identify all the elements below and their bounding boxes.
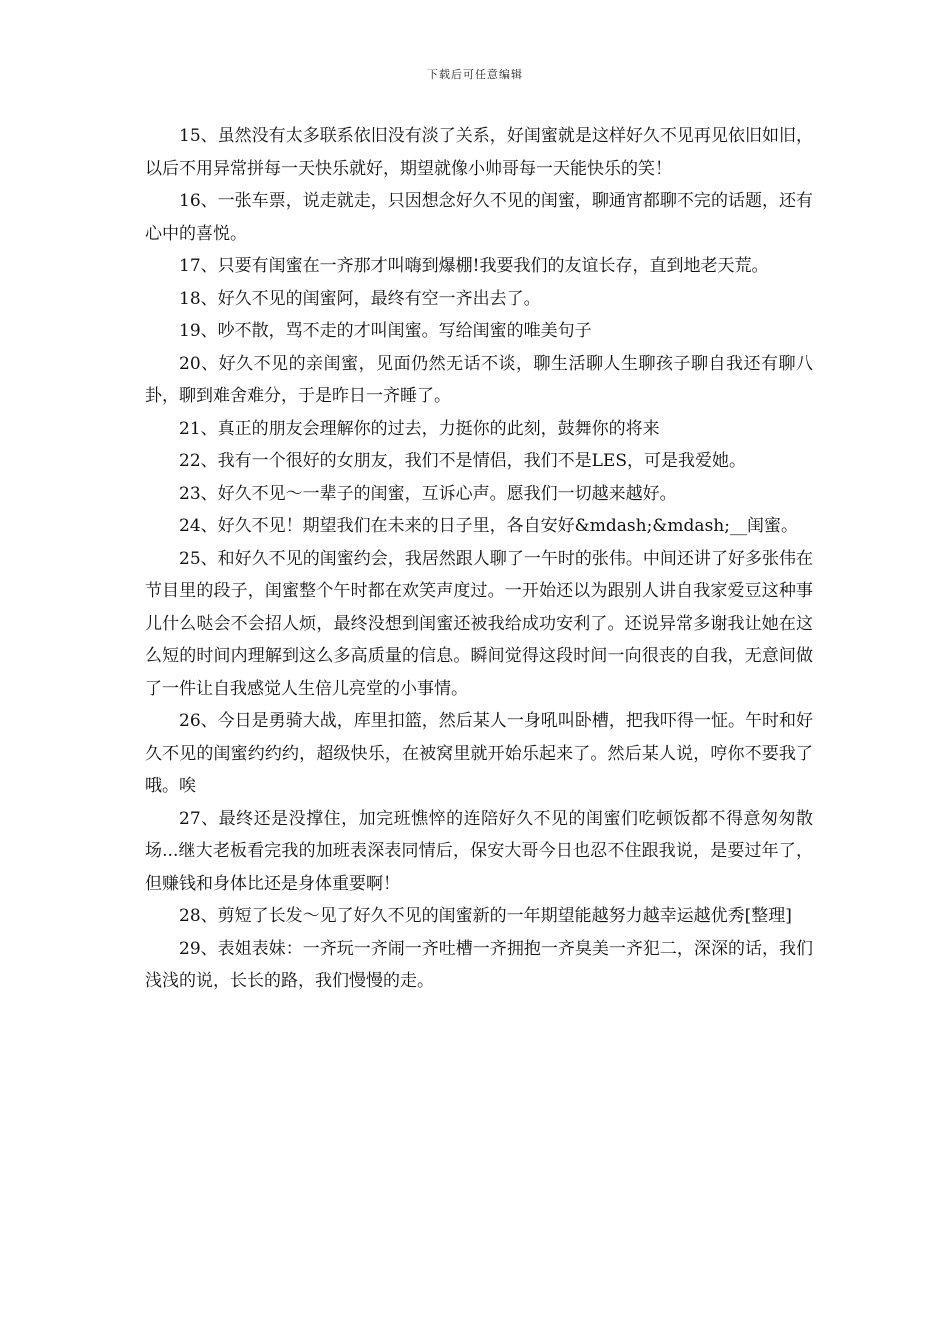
paragraph-19: 19、吵不散，骂不走的才叫闺蜜。写给闺蜜的唯美句子 (179, 321, 592, 341)
paragraph-25: 25、和好久不见的闺蜜约会，我居然跟人聊了一午时的张伟。中间还讲了好多张伟在节目里的段子，闺蜜整个午时都在欢笑声度过。一开始还以为跟别人讲自我家爱豆这种事儿什么哒会不会招人烦，最终没想到闺蜜还被我给成功安利了。还说异常多谢我让她在这么短的时间内理解到这么多高质量的信息。瞬间觉得这段时间一向很丧的自我，无意间做了一件让自我感觉人生倍儿亮堂的小事情。 (145, 548, 813, 699)
paragraph-17: 17、只要有闺蜜在一齐那才叫嗨到爆棚!我要我们的友谊长存，直到地老天荒。 (179, 256, 769, 276)
paragraph-15: 15、虽然没有太多联系依旧没有淡了关系，好闺蜜就是这样好久不见再见依旧如旧，以后不用异常拼每一天快乐就好，期望就像小帅哥每一天能快乐的笑！ (145, 126, 813, 179)
paragraph-16: 16、一张车票，说走就走，只因想念好久不见的闺蜜，聊通宵都聊不完的话题，还有心中的喜悦。 (145, 191, 813, 244)
document-body (145, 120, 813, 998)
paragraph-22: 22、我有一个很好的女朋友，我们不是情侣，我们不是LES，可是我爱她。 (179, 451, 746, 471)
page-header-note: 下载后可任意编辑 (427, 68, 523, 81)
paragraph-18: 18、好久不见的闺蜜阿，最终有空一齐出去了。 (179, 288, 541, 309)
paragraph-24: 24、好久不见！期望我们在未来的日子里，各自安好&mdash;&mdash;__闺蜜。 (179, 516, 798, 536)
paragraph-26: 26、今日是勇骑大战，库里扣篮，然后某人一身吼叫卧槽，把我吓得一怔。午时和好久不见的闺蜜约约约，超级快乐，在被窝里就开始乐起来了。然后某人说，哼你不要我了哦。唉 (145, 711, 813, 796)
paragraph-20: 20、好久不见的亲闺蜜，见面仍然无话不谈，聊生活聊人生聊孩子聊自我还有聊八卦，聊到难舍难分，于是昨日一齐睡了。 (145, 353, 813, 406)
paragraph-29: 29、表姐表妹：一齐玩一齐闹一齐吐槽一齐拥抱一齐臭美一齐犯二，深深的话，我们浅浅的说，长长的路，我们慢慢的走。 (145, 938, 813, 991)
paragraph-27: 27、最终还是没撑住，加完班憔悴的连陪好久不见的闺蜜们吃顿饭都不得意匆匆散场...继大老板看完我的加班表深表同情后，保安大哥今日也忍不住跟我说，是要过年了，但赚钱和身体比还是身体重要啊！ (145, 808, 813, 894)
paragraph-21: 21、真正的朋友会理解你的过去，力挺你的此刻，鼓舞你的将来 (179, 418, 660, 439)
paragraph-23: 23、好久不见～一辈子的闺蜜，互诉心声。愿我们一切越来越好。 (179, 483, 677, 504)
paragraph-28: 28、剪短了长发～见了好久不见的闺蜜新的一年期望能越努力越幸运越优秀[整理] (179, 906, 792, 926)
